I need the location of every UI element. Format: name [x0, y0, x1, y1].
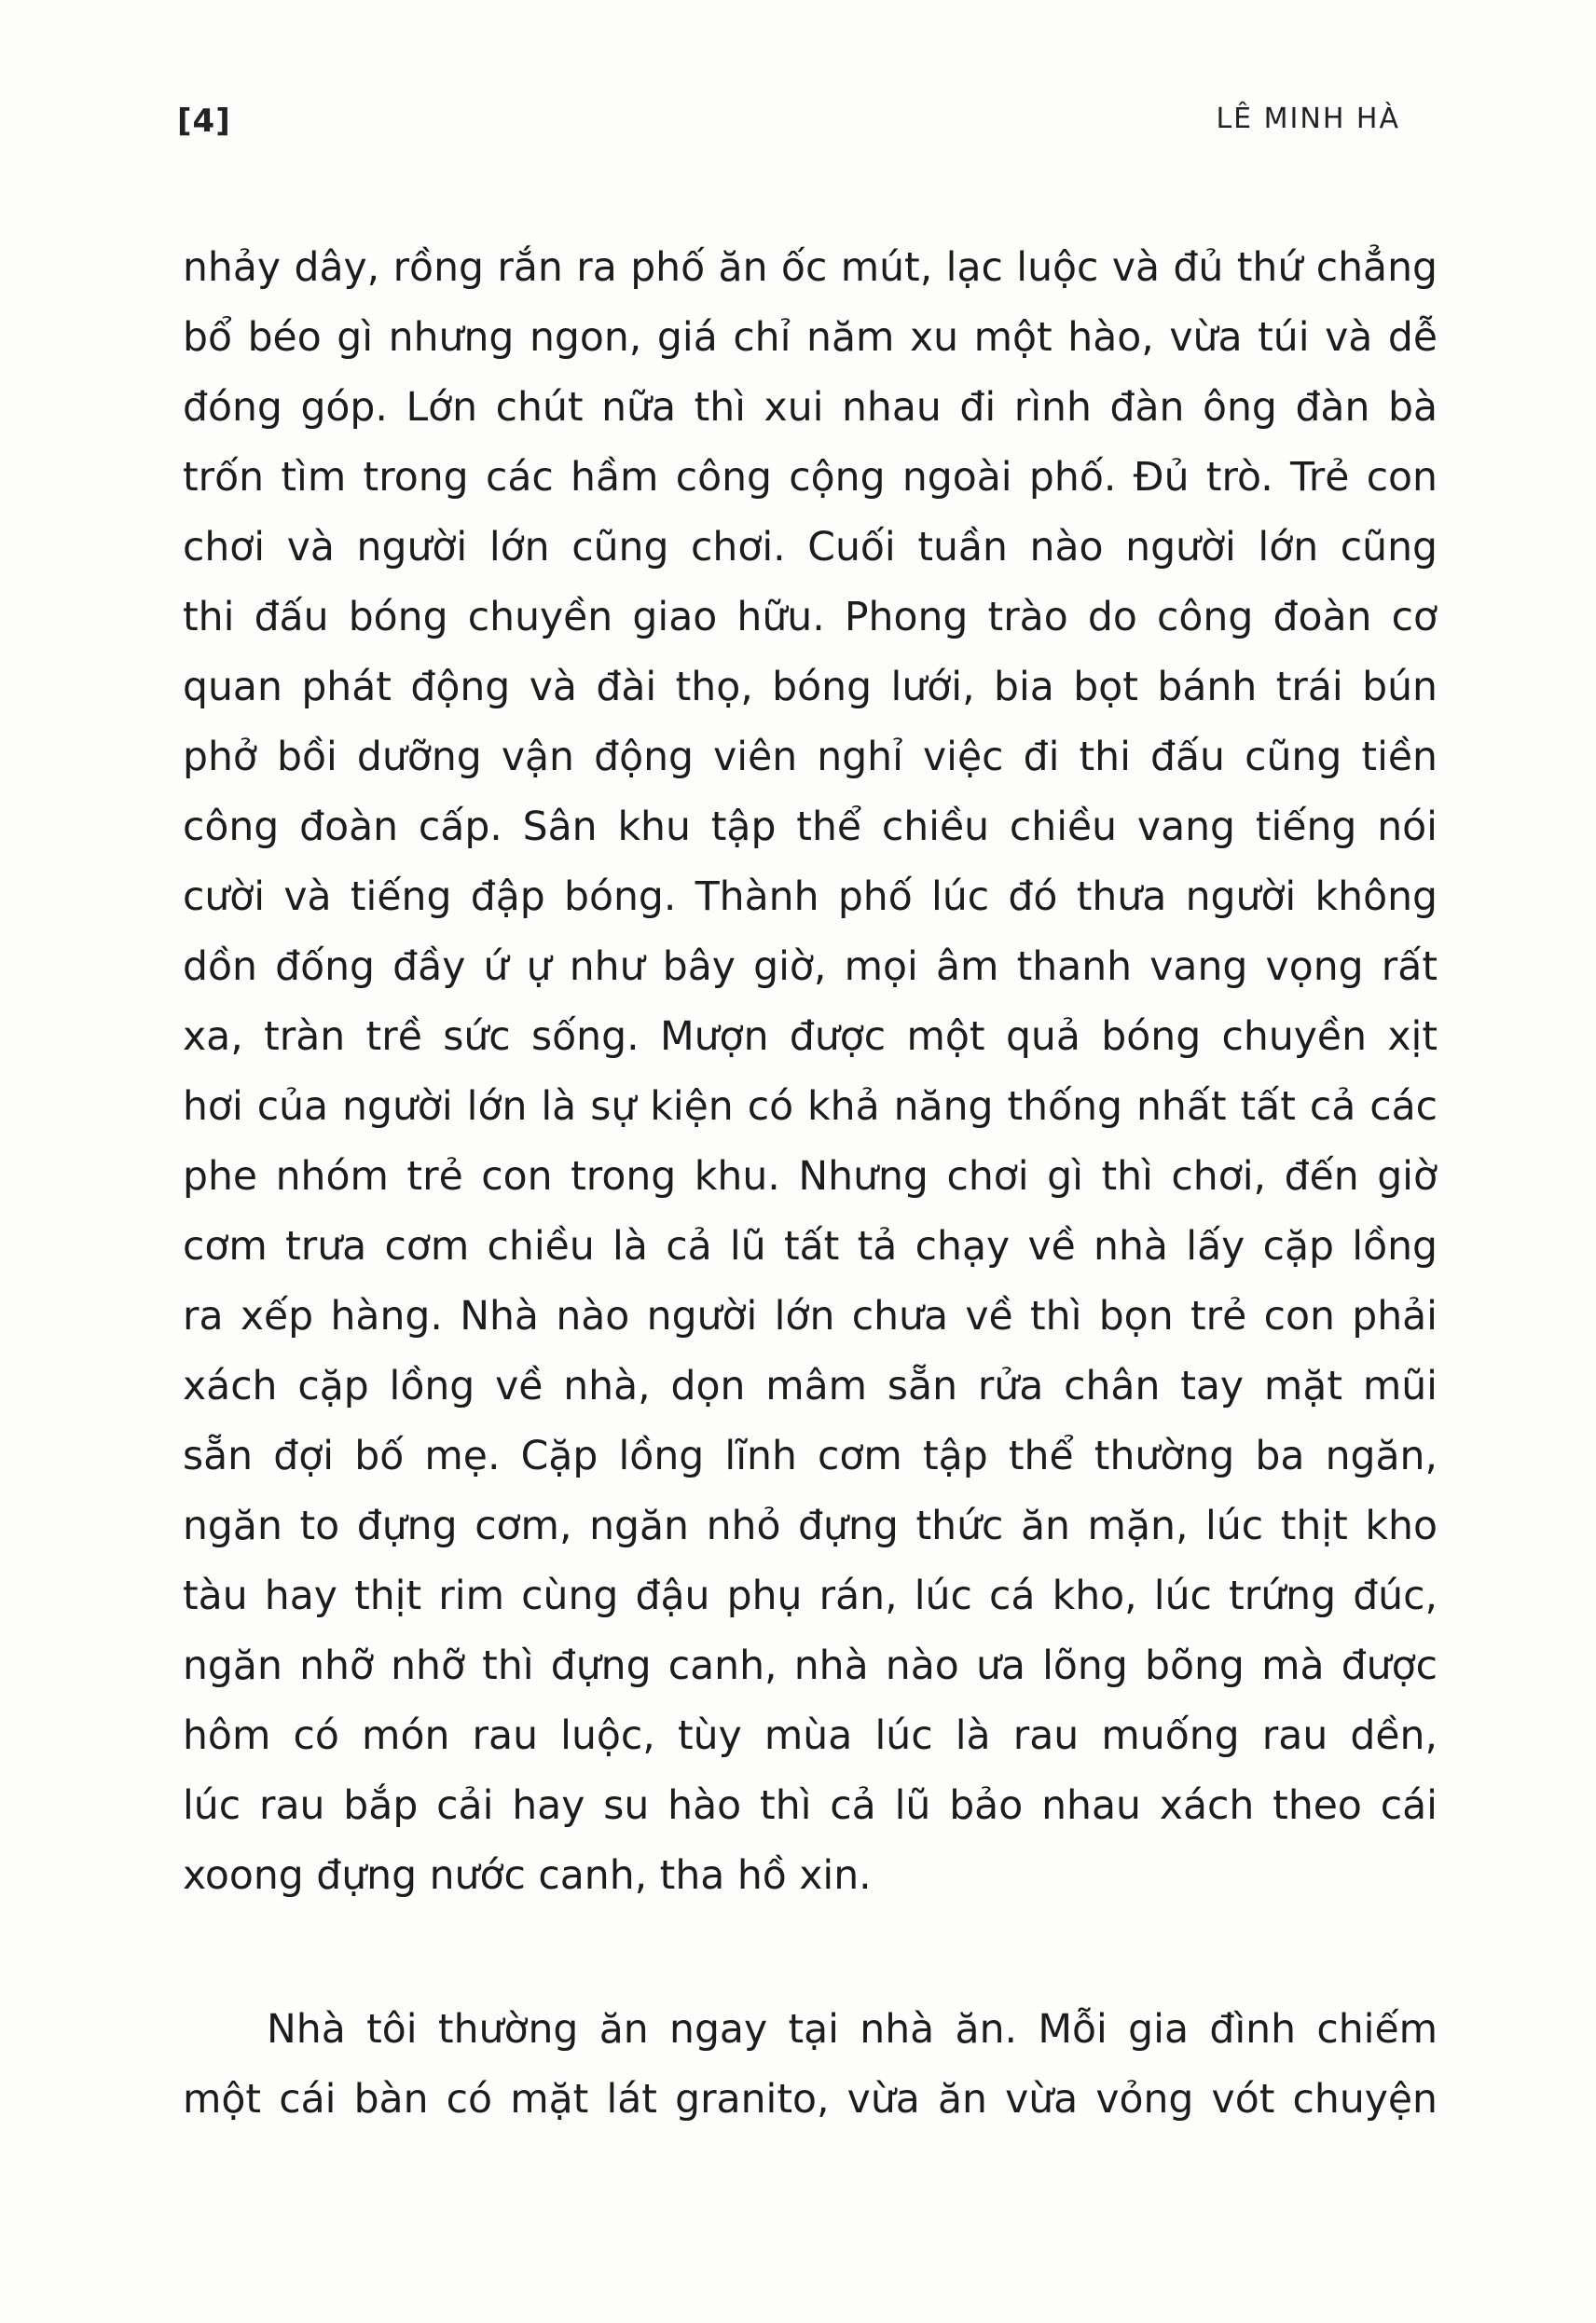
text-line: phở bồi dưỡng vận động viên nghỉ việc đi thi đấu cũng tiền [183, 735, 1438, 780]
text-line: phe nhóm trẻ con trong khu. Nhưng chơi gì thì chơi, đến giờ [183, 1154, 1438, 1200]
text-line: ra xếp hàng. Nhà nào người lớn chưa về thì bọn trẻ con phải [183, 1294, 1438, 1340]
text-line: một cái bàn có mặt lát granito, vừa ăn vừa vỏng vót chuyện [183, 2077, 1438, 2123]
text-line: hôm có món rau luộc, tùy mùa lúc là rau muống rau dền, [183, 1713, 1438, 1759]
text-line: chơi và người lớn cũng chơi. Cuối tuần nào người lớn cũng [183, 525, 1438, 570]
paragraph-1 [183, 233, 1438, 1911]
text-line: trốn tìm trong các hầm công cộng ngoài phố. Đủ trò. Trẻ con [183, 455, 1438, 501]
text-line: cười và tiếng đập bóng. Thành phố lúc đó thưa người không [183, 874, 1438, 920]
text-line: đóng góp. Lớn chút nữa thì xui nhau đi rình đàn ông đàn bà [183, 385, 1438, 431]
text-line: ngăn to đựng cơm, ngăn nhỏ đựng thức ăn mặn, lúc thịt kho [183, 1504, 1438, 1549]
text-line: hơi của người lớn là sự kiện có khả năng thống nhất tất cả các [183, 1084, 1438, 1130]
text-line: nhảy dây, rồng rắn ra phố ăn ốc mút, lạc luộc và đủ thứ chẳng [183, 245, 1438, 291]
text-line: xách cặp lồng về nhà, dọn mâm sẵn rửa chân tay mặt mũi [183, 1364, 1438, 1409]
text-line: ngăn nhỡ nhỡ thì đựng canh, nhà nào ưa lõng bõng mà được [183, 1643, 1438, 1689]
text-line: Nhà tôi thường ăn ngay tại nhà ăn. Mỗi gia đình chiếm [267, 2007, 1438, 2053]
text-line: cơm trưa cơm chiều là cả lũ tất tả chạy về nhà lấy cặp lồng [183, 1224, 1438, 1270]
text-line: thi đấu bóng chuyền giao hữu. Phong trào do công đoàn cơ [183, 595, 1438, 640]
text-line: lúc rau bắp cải hay su hào thì cả lũ bảo nhau xách theo cái [183, 1783, 1438, 1829]
text-line: quan phát động và đài thọ, bóng lưới, bia bọt bánh trái bún [183, 665, 1438, 710]
page-number: [4] [177, 103, 231, 140]
text-line: xoong đựng nước canh, tha hồ xin. [183, 1853, 872, 1899]
paragraph-gap [183, 1911, 1438, 1995]
text-line: xa, tràn trề sức sống. Mượn được một quả bóng chuyền xịt [183, 1014, 1438, 1060]
text-line: sẵn đợi bố mẹ. Cặp lồng lĩnh cơm tập thể thường ba ngăn, [183, 1434, 1438, 1479]
text-line: công đoàn cấp. Sân khu tập thể chiều chiều vang tiếng nói [183, 804, 1438, 850]
text-line: tàu hay thịt rim cùng đậu phụ rán, lúc cá kho, lúc trứng đúc, [183, 1574, 1438, 1619]
text-line: bổ béo gì nhưng ngon, giá chỉ năm xu một hào, vừa túi và dễ [183, 315, 1438, 361]
text-line: dồn đống đầy ứ ự như bây giờ, mọi âm thanh vang vọng rất [183, 944, 1438, 990]
paragraph-2 [183, 1995, 1438, 2135]
body-text [183, 233, 1438, 2135]
author-name: LÊ MINH HÀ [1216, 103, 1400, 135]
running-header [177, 103, 1400, 158]
